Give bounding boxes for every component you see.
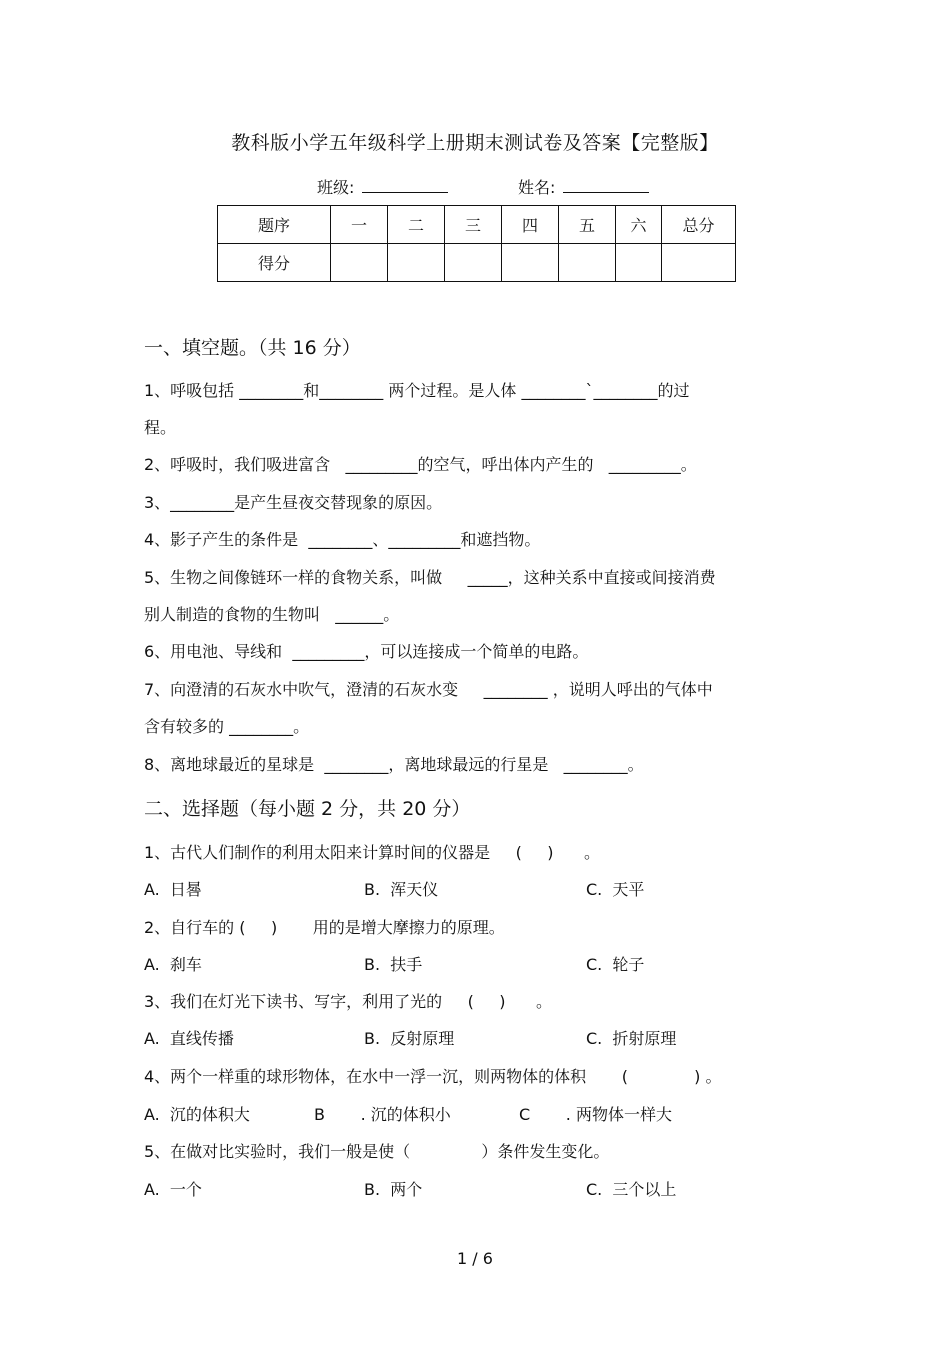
- option-a: A. 刹车: [144, 955, 202, 974]
- choice-question: 5、在做对比实验时，我们一般是使（ ）条件发生变化。: [144, 1142, 610, 1161]
- option-b: B. 浑天仪: [364, 880, 439, 899]
- option-a: A. 沉的体积大: [144, 1105, 250, 1124]
- score-header-cell: 总分: [662, 206, 736, 244]
- section-heading-fill-blank: 一、填空题。（共 16 分）: [144, 337, 361, 359]
- name-field: [518, 175, 649, 198]
- class-field: [317, 175, 448, 198]
- choice-question: 2、自行车的 ( ) 用的是增大摩擦力的原理。: [144, 918, 505, 937]
- score-cell: [502, 244, 559, 282]
- score-header-cell: 四: [502, 206, 559, 244]
- name-blank: [563, 178, 649, 193]
- question-line: 含有较多的 ________。: [144, 717, 310, 736]
- score-cell: [331, 244, 388, 282]
- option-a: A. 直线传播: [144, 1029, 234, 1048]
- score-cell: [616, 244, 662, 282]
- score-table-score-row: [218, 244, 736, 282]
- question-line: 6、用电池、导线和 _________，可以连接成一个简单的电路。: [144, 642, 589, 661]
- choice-question: 1、古代人们制作的利用太阳来计算时间的仪器是 ( ) 。: [144, 843, 601, 862]
- score-header-cell: 三: [445, 206, 502, 244]
- class-blank: [362, 178, 448, 193]
- choice-question: 3、我们在灯光下读书、写字，利用了光的 ( ) 。: [144, 992, 553, 1011]
- score-header-cell: 二: [388, 206, 445, 244]
- score-cell: [388, 244, 445, 282]
- question-line: 别人制造的食物的生物叫 ______。: [144, 605, 400, 624]
- option-c: C. 轮子: [586, 955, 645, 974]
- question-line: 5、生物之间像链环一样的食物关系，叫做 _____，这种关系中直接或间接消费: [144, 568, 716, 587]
- option-a: A. 日晷: [144, 880, 202, 899]
- page-number: 1 / 6: [457, 1249, 493, 1268]
- name-label: 姓名:: [518, 178, 556, 197]
- option-b: B. 两个: [364, 1180, 423, 1199]
- class-label: 班级:: [317, 178, 355, 197]
- score-table-header-row: [218, 206, 736, 244]
- option-b: B. 反射原理: [364, 1029, 455, 1048]
- score-row-label: 得分: [218, 244, 331, 282]
- option-b: B. 扶手: [364, 955, 423, 974]
- page-title: 教科版小学五年级科学上册期末测试卷及答案【完整版】: [231, 132, 719, 154]
- choice-question: 4、两个一样重的球形物体，在水中一浮一沉，则两物体的体积 ( ) 。: [144, 1067, 722, 1086]
- option-b: B . 沉的体积小: [314, 1105, 451, 1124]
- score-cell: [445, 244, 502, 282]
- score-header-cell: 六: [616, 206, 662, 244]
- question-line: 2、呼吸时，我们吸进富含 _________的空气，呼出体内产生的 _________。: [144, 455, 697, 474]
- score-header-cell: 一: [331, 206, 388, 244]
- score-header-cell: 五: [559, 206, 616, 244]
- score-cell: [662, 244, 736, 282]
- question-line: 4、影子产生的条件是 ________、_________和遮挡物。: [144, 530, 541, 549]
- section-heading-choice: 二、选择题（每小题 2 分，共 20 分）: [144, 798, 471, 820]
- option-c: C. 折射原理: [586, 1029, 677, 1048]
- score-table: [217, 205, 736, 282]
- option-c: C . 两物体一样大: [519, 1105, 672, 1124]
- question-line: 7、向澄清的石灰水中吹气，澄清的石灰水变 ________ ，说明人呼出的气体中: [144, 680, 713, 699]
- score-cell: [559, 244, 616, 282]
- question-line: 程。: [144, 418, 177, 437]
- option-c: C. 三个以上: [586, 1180, 677, 1199]
- question-line: 3、________是产生昼夜交替现象的原因。: [144, 493, 443, 512]
- score-header-cell: 题序: [218, 206, 331, 244]
- question-line: 1、呼吸包括 ________和________ 两个过程。是人体 ________`________的过: [144, 381, 690, 400]
- option-c: C. 天平: [586, 880, 645, 899]
- option-a: A. 一个: [144, 1180, 202, 1199]
- question-line: 8、离地球最近的星球是 ________，离地球最远的行星是 ________。: [144, 755, 644, 774]
